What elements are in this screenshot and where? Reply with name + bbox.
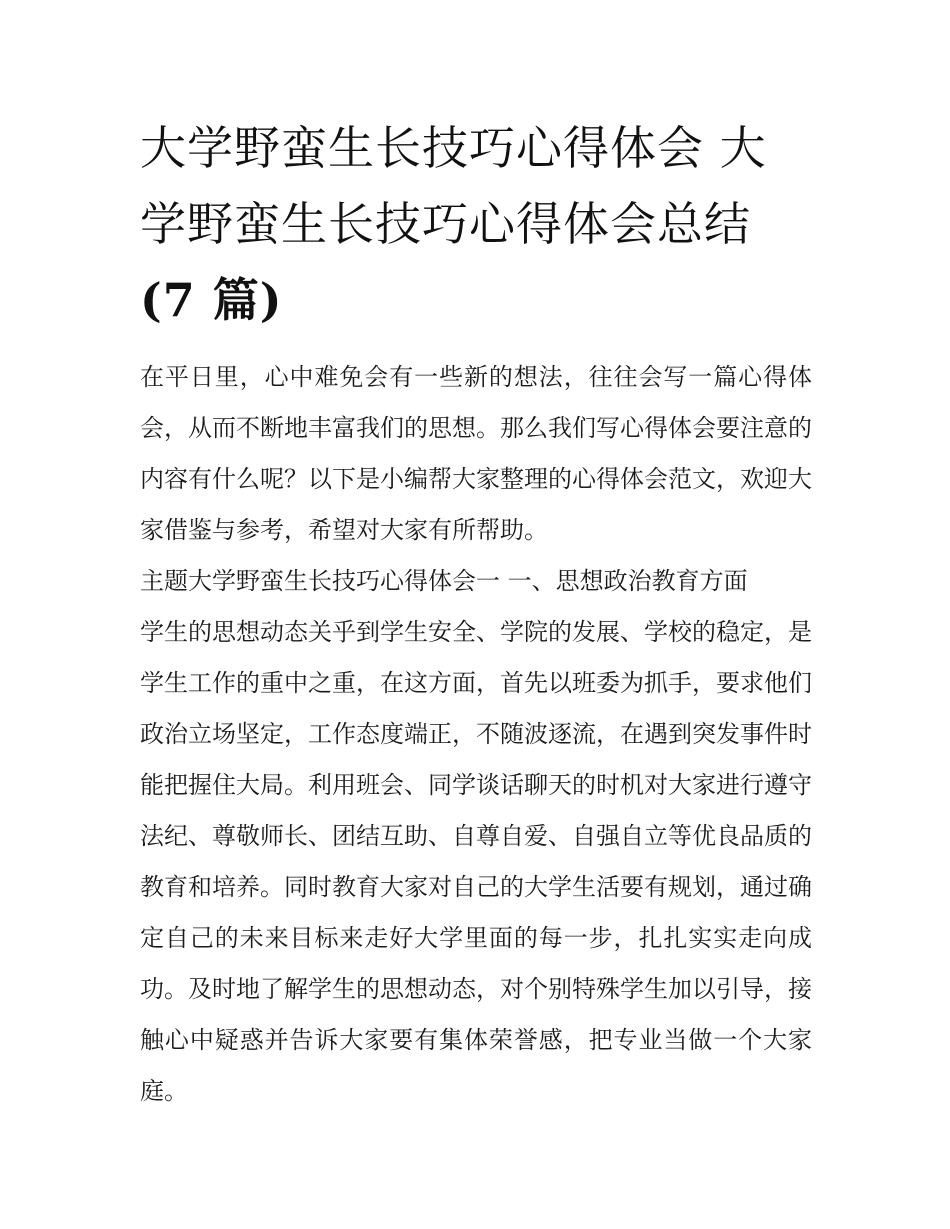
document-title-text: 大学野蛮生长技巧心得体会 大学野蛮生长技巧心得体会总结 bbox=[140, 121, 767, 251]
document-title bbox=[140, 110, 812, 338]
body-paragraph: 学生的思想动态关乎到学生安全、学院的发展、学校的稳定，是学生工作的重中之重，在这方面，首先以班委为抓手，要求他们政治立场坚定，工作态度端正，不随波逐流，在遇到突发事件时能把握住大局。利用班会、同学谈话聊天的时机对大家进行遵守法纪、尊敬师长、团结互助、自尊自爱、自强自立等优良品质的教育和培养。同时教育大家对自己的大学生活要有规划，通过确定自己的未来目标来走好大学里面的每一步，扎扎实实走向成功。及时地了解学生的思想动态，对个别特殊学生加以引导，接触心中疑惑并告诉大家要有集体荣誉感，把专业当做一个大家庭。 bbox=[140, 618, 812, 1105]
intro-paragraph: 在平日里，心中难免会有一些新的想法，往往会写一篇心得体会，从而不断地丰富我们的思想。那么我们写心得体会要注意的内容有什么呢？以下是小编帮大家整理的心得体会范文，欢迎大家借鉴与参考，希望对大家有所帮助。 bbox=[140, 363, 812, 544]
document-page bbox=[140, 110, 812, 1117]
document-title-count: (7 篇) bbox=[140, 273, 283, 327]
section-heading: 主题大学野蛮生长技巧心得体会一 一、思想政治教育方面 bbox=[140, 567, 748, 595]
